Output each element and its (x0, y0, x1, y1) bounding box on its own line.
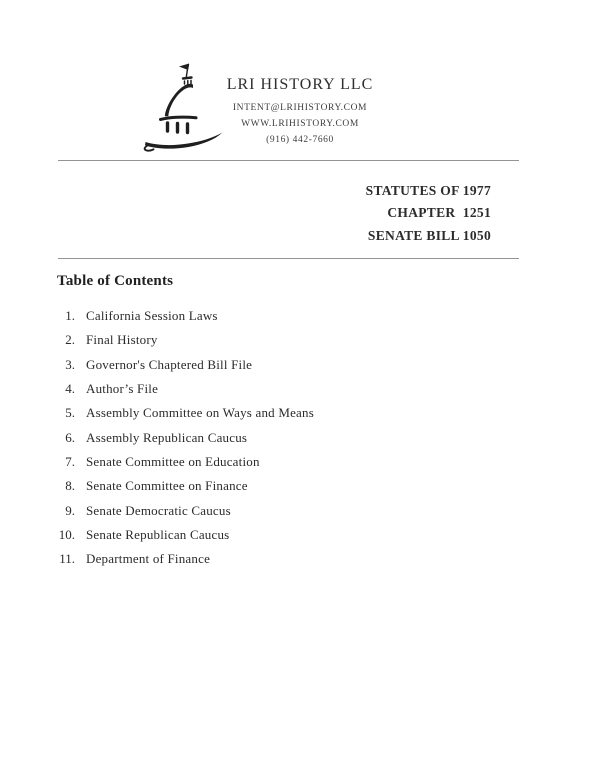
toc-item-number: 11. (59, 551, 75, 567)
company-website: WWW.LRIHISTORY.COM (241, 119, 359, 129)
toc-item-number: 1. (65, 308, 75, 324)
company-email: INTENT@LRIHISTORY.COM (232, 103, 368, 113)
toc-item-number: 4. (65, 381, 75, 397)
toc-item-number: 6. (65, 429, 75, 445)
toc-item-label: Final History (86, 332, 158, 348)
toc-item-number: 2. (65, 332, 75, 348)
horizontal-rule-top (58, 160, 519, 161)
letterhead (0, 74, 600, 148)
toc-item-label: Senate Committee on Finance (86, 478, 248, 494)
statutes-line: STATUTES OF 1977 (365, 183, 491, 198)
toc-item (0, 377, 600, 401)
company-phone: (916) 442-7660 (266, 135, 334, 145)
toc-item-label: Assembly Committee on Ways and Means (86, 405, 314, 421)
toc-item-number: 3. (65, 356, 75, 372)
toc-item-label: Senate Committee on Education (86, 453, 260, 469)
toc-item (0, 450, 600, 474)
bill-reference-block (366, 180, 491, 247)
toc-list (0, 304, 600, 571)
toc-item-label: Author’s File (86, 381, 159, 397)
toc-item-number: 10. (58, 526, 75, 542)
toc-item (0, 304, 600, 328)
toc-item-number: 5. (65, 405, 75, 421)
toc-item (0, 474, 600, 498)
horizontal-rule-bottom (58, 258, 519, 259)
toc-item-number: 9. (65, 502, 75, 518)
toc-title: Table of Contents (57, 273, 174, 289)
toc-item (0, 401, 600, 425)
toc-item (0, 498, 600, 522)
toc-item (0, 328, 600, 352)
toc-item-label: California Session Laws (86, 308, 218, 324)
toc-item (0, 425, 600, 449)
toc-item-label: Department of Finance (86, 551, 211, 567)
company-name: LRI HISTORY LLC (226, 76, 374, 93)
toc-item-label: Senate Democratic Caucus (86, 502, 231, 518)
toc-item (0, 523, 600, 547)
toc-item-label: Senate Republican Caucus (86, 526, 230, 542)
toc-item (0, 353, 600, 377)
toc-item-number: 8. (65, 478, 75, 494)
toc-item-label: Assembly Republican Caucus (86, 429, 248, 445)
toc-item-number: 7. (65, 453, 75, 469)
toc-item-label: Governor's Chaptered Bill File (86, 356, 253, 372)
chapter-line: CHAPTER 1251 (387, 205, 491, 221)
toc-item (0, 547, 600, 571)
senate-bill-line: SENATE BILL 1050 (367, 227, 491, 243)
